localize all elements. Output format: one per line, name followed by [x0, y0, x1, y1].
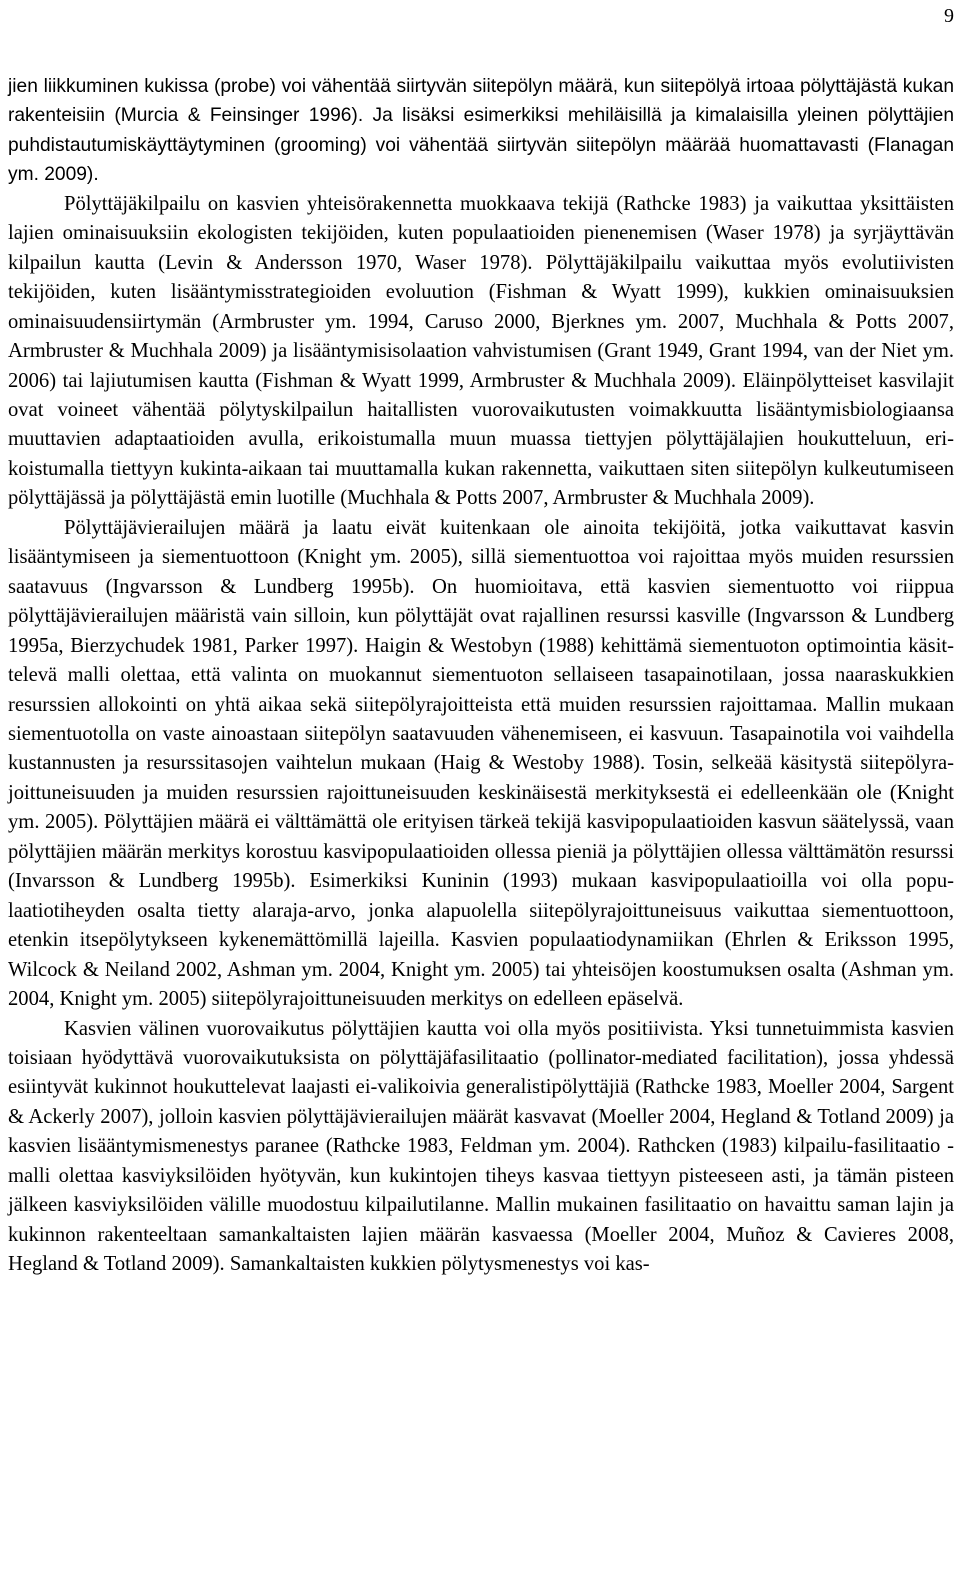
paragraph-pollinator-competition: Pölyttäjäkilpailu on kasvien yhteisörakennetta muokkaava tekijä (Rathcke 1983) ja vaikuttaa yksittäisten lajien ominaisuuksiin ekologisten tekijöiden, kuten populaatioiden pienenemisen (Waser 1978) ja syrjäyttävän kilpailun kautta (Levin & Andersson 1970, Waser 1978). Pölyttäjäkilpailu vaikuttaa myös evolutiivisten tekijöiden, kuten lisääntymisstrategioiden evoluution (Fishman & Wyatt 1999), kukkien ominaisuuksien ominaisuudensiirtymän (Armbruster ym. 1994, Caruso 2000, Bjerknes ym. 2007, Muchhala & Potts 2007, Armbruster & Muchhala 2009) ja lisääntymisisolaation vahvistumisen (Grant 1949, Grant 1994, van der Niet ym. 2006) tai lajiutumisen kautta (Fishman & Wyatt 1999, Armbruster & Muchhala 2009). Eläinpölytteiset kasvilajit ovat voineet vähentää pölytyskilpailun haitallisten vuorovaikutusten voimakkuutta lisääntymisbiologiaansa muuttavien adaptaatioiden avulla, erikoistumalla muun muassa tiettyjen pölyttäjälajien houkutteluun, erikoistumalla tiettyyn kukinta-aikaan tai muuttamalla kukan rakennetta, vaikuttaen siten siitepölyn kulkeutumiseen pölyttäjässä ja pölyttäjästä emin luotille (Muchhala & Potts 2007, Armbruster & Muchhala 2009). [8, 192, 954, 510]
paragraph-facilitation: Kasvien välinen vuorovaikutus pölyttäjien kautta voi olla myös positiivista. Yksi tunnetuimmista kasvien toisiaan hyödyttävä vuorovaikutuksista on pölyttäjäfasilitaatio (pollinator-mediated facilitation), jossa yhdessä esiintyvät kukinnot houkuttelevat laajasti ei-valikoivia generalistipölyttäjiä (Rathcke 1983, Moeller 2004, Sargent & Ackerly 2007), jolloin kasvien pölyttäjävierailujen määrät kasvavat (Moeller 2004, Hegland & Totland 2009) ja kasvien lisääntymismenestys paranee (Rathcke 1983, Feldman ym. 2004). Rathcken (1983) kilpailu-fasilitaatio -malli olettaa kasviyksilöiden hyötyvän, kun kukintojen tiheys kasvaa tiettyyn pisteeseen asti, ja tämän pisteen jälkeen kasviyksilöiden välille muodostuu kilpailutilanne. Mallin mukainen fasilitaatio on havaittu saman lajin ja kukinnon rakenteeltaan samankaltaisten lajien määrän kasvaessa (Moeller 2004, Muñoz & Cavieres 2008, Hegland & Totland 2009). Samankaltaisten kukkien pölytysmenestys voi kas- [8, 1017, 954, 1276]
page-number: 9 [944, 5, 954, 27]
paragraph-continuation: jien liikkuminen kukissa (probe) voi vähentää siirtyvän siitepölyn määrä, kun siitepölyä irtoaa pölyttäjästä kukan rakenteisiin (Murcia & Feinsinger 1996). Ja lisäksi esimerkiksi mehiläisillä ja kimalaisilla yleinen pölyttäjien puhdistautumiskäyttäytyminen (grooming) voi vähentää siirtyvän siitepölyn määrää huomattavasti (Flanagan ym. 2009). [8, 76, 954, 186]
body-text [8, 72, 954, 1280]
paragraph-seed-production: Pölyttäjävierailujen määrä ja laatu eivät kuitenkaan ole ainoita tekijöitä, jotka vaikuttavat kasvin lisääntymiseen ja siementuottoon (Knight ym. 2005), sillä siementuottoa voi rajoittaa myös muiden resurssien saatavuus (Ingvarsson & Lundberg 1995b). On huomioitava, että kasvien siementuotto voi riippua pölyttäjävierailujen määristä vain silloin, kun pölyttäjät ovat rajallinen resurssi kasville (Ingvarsson & Lundberg 1995a, Bierzychudek 1981, Parker 1997). Haigin & Westobyn (1988) kehittämä siementuoton optimointia käsittelevä malli olettaa, että valinta on muokannut siementuoton sellaiseen tasapainotilaan, jossa naaraskukkien resurssien allokointi on yhtä aikaa sekä siitepölyrajoitteista että muiden resurssien rajoittamaa. Mallin mukaan siementuotolla on vaste ainoastaan siitepölyn saatavuuden vähenemiseen, ei kasvuun. Tasapainotila voi vaihdella kustannusten ja resurssitasojen vaihtelun mukaan (Haig & Westoby 1988). Tosin, selkeää käsitystä siitepölyrajoittuneisuuden ja muiden resurssien rajoittuneisuuden keskinäisestä merkityksestä ei edelleenkään ole (Knight ym. 2005). Pölyttäjien määrä ei välttämättä ole erityisen tärkeä tekijä kasvipopulaatioiden kasvun säätelyssä, vaan pölyttäjien määrän merkitys korostuu kasvipopulaatioiden ollessa pieniä ja pölyttäjien ollessa välttämätön resurssi (Invarsson & Lundberg 1995b). Esimerkiksi Kuninin (1993) mukaan kasvipopulaatioilla voi olla populaatiotiheyden osalta tietty alaraja-arvo, jonka alapuolella siitepölyrajoittuneisuus vaikuttaa siementuottoon, etenkin itsepölytykseen kykenemättömillä lajeilla. Kasvien populaatiodynamiikan (Ehrlen & Eriksson 1995, Wilcock & Neiland 2002, Ashman ym. 2004, Knight ym. 2005) tai yhteisöjen koostumuksen osalta (Ashman ym. 2004, Knight ym. 2005) siitepölyrajoittuneisuuden merkitys on edelleen epäselvä. [8, 516, 954, 1011]
